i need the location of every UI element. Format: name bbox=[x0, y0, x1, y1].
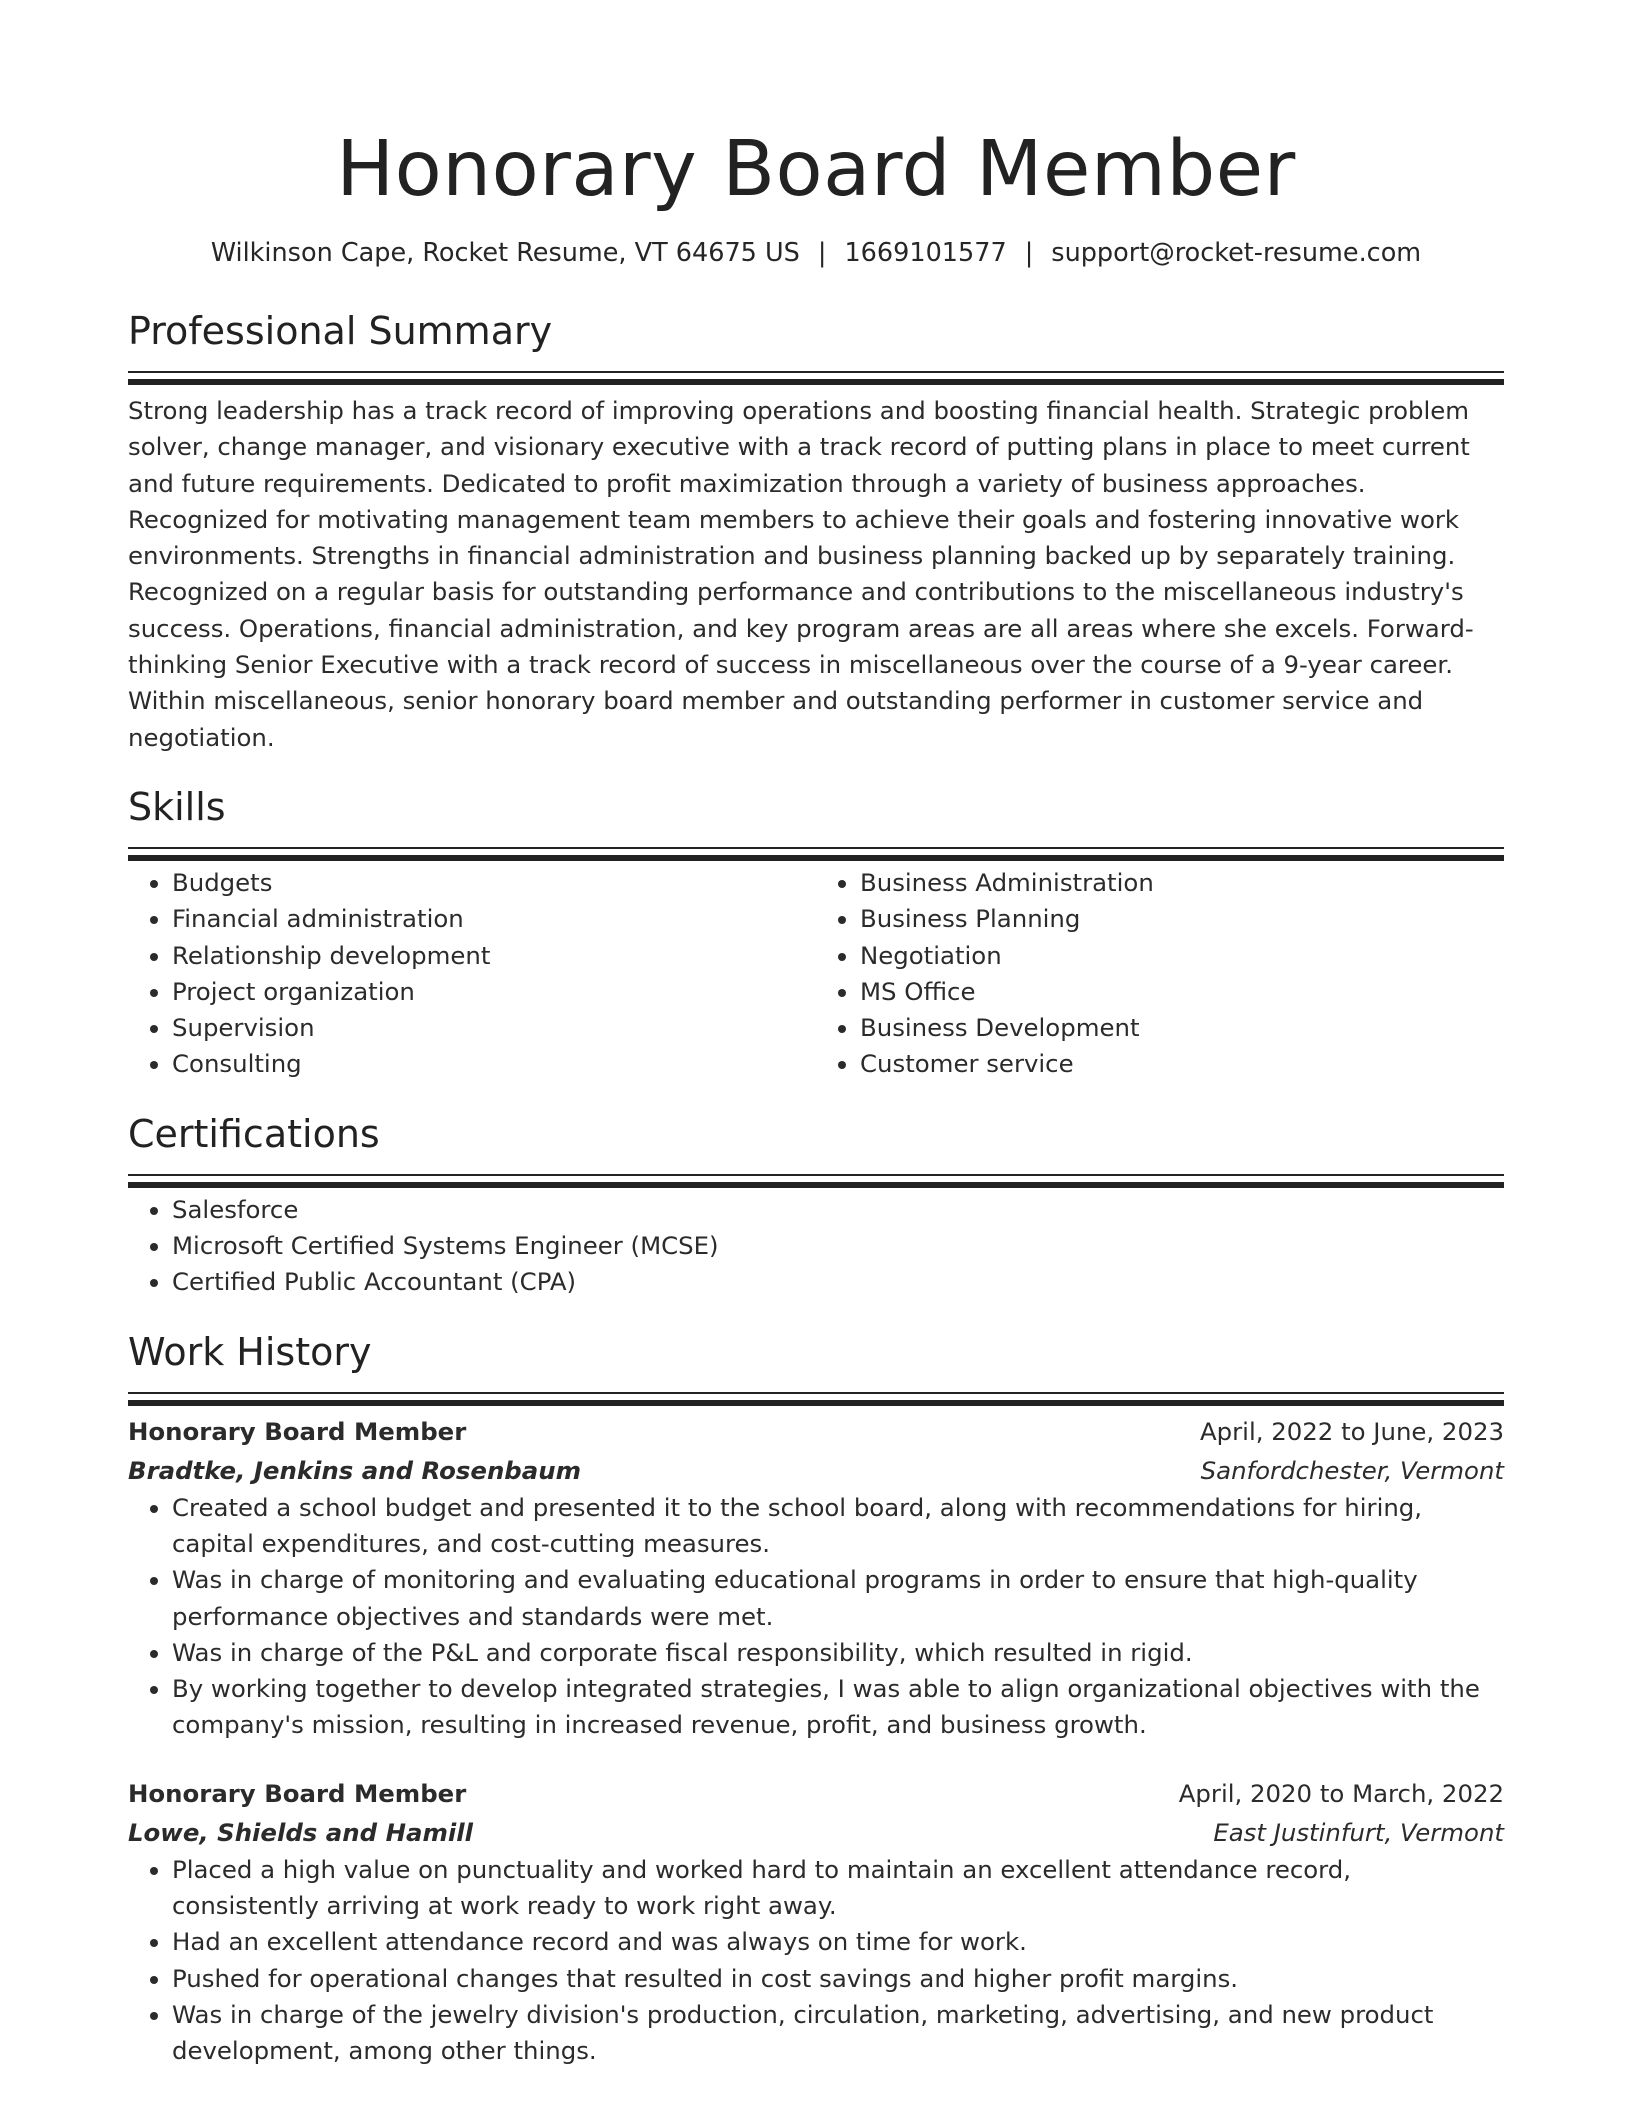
job-company: Lowe, Shields and Hamill bbox=[128, 1817, 473, 1847]
job-location: East Justinfurt, Vermont bbox=[1213, 1817, 1504, 1847]
contact-address: Wilkinson Cape, Rocket Resume, VT 64675 US bbox=[210, 238, 800, 268]
skill-item: • Supervision bbox=[172, 1010, 816, 1046]
job-title: Honorary Board Member bbox=[128, 1416, 467, 1446]
job-bullet: • Was in charge of the jewelry division's production, circulation, marketing, advertising, and new product development, among other things. bbox=[172, 1997, 1504, 2070]
job-bullet: • Was in charge of monitoring and evaluating educational programs in order to ensure that high-quality performance objectives and standards were met. bbox=[172, 1562, 1504, 1635]
job-bullets bbox=[128, 1852, 1504, 2070]
job-bullet: • Was in charge of the P&L and corporate fiscal responsibility, which resulted in rigid. bbox=[172, 1635, 1504, 1671]
skill-item: • Financial administration bbox=[172, 901, 816, 937]
skills-grid bbox=[128, 865, 1504, 1083]
job-header-row bbox=[128, 1774, 1504, 1813]
contact-separator: | bbox=[1024, 238, 1034, 268]
section-rule bbox=[128, 1174, 1504, 1176]
certification-item: • Microsoft Certified Systems Engineer (MCSE) bbox=[172, 1228, 1504, 1264]
contact-line bbox=[128, 236, 1504, 270]
job-entry bbox=[128, 1412, 1504, 1744]
skill-item: • MS Office bbox=[860, 974, 1504, 1010]
skill-item: • Budgets bbox=[172, 865, 816, 901]
contact-separator: | bbox=[817, 238, 827, 268]
skill-item: • Negotiation bbox=[860, 938, 1504, 974]
skills-column-right bbox=[816, 865, 1504, 1083]
job-bullet: • Placed a high value on punctuality and worked hard to maintain an excellent attendance record, consistently arriving at work ready to work right away. bbox=[172, 1852, 1504, 1925]
skill-item: • Consulting bbox=[172, 1046, 816, 1082]
skills-column-left bbox=[128, 865, 816, 1083]
section-rule bbox=[128, 847, 1504, 849]
job-company-row bbox=[128, 1451, 1504, 1490]
section-title-certifications: Certifications bbox=[128, 1111, 380, 1156]
certifications-list bbox=[128, 1192, 1504, 1301]
job-bullets bbox=[128, 1490, 1504, 1744]
section-title-skills: Skills bbox=[128, 784, 226, 829]
skill-item: • Project organization bbox=[172, 974, 816, 1010]
job-bullet: • Pushed for operational changes that resulted in cost savings and higher profit margins. bbox=[172, 1961, 1504, 1997]
skill-item: • Customer service bbox=[860, 1046, 1504, 1082]
summary-section bbox=[128, 306, 1504, 756]
work-history-section bbox=[128, 1327, 1504, 2070]
job-company: Bradtke, Jenkins and Rosenbaum bbox=[128, 1455, 582, 1485]
certification-item: • Certified Public Accountant (CPA) bbox=[172, 1264, 1504, 1300]
job-bullet: • Had an excellent attendance record and was always on time for work. bbox=[172, 1924, 1504, 1960]
skill-item: • Business Administration bbox=[860, 865, 1504, 901]
candidate-name: Honorary Board Member bbox=[336, 125, 1296, 214]
job-header-row bbox=[128, 1412, 1504, 1451]
skill-item: • Business Planning bbox=[860, 901, 1504, 937]
section-rule bbox=[128, 1392, 1504, 1394]
job-bullet: • By working together to develop integrated strategies, I was able to align organizational objectives with the company's mission, resulting in increased revenue, profit, and business growth. bbox=[172, 1671, 1504, 1744]
section-title-work-history: Work History bbox=[128, 1329, 372, 1374]
skill-item: • Relationship development bbox=[172, 938, 816, 974]
skill-item: • Business Development bbox=[860, 1010, 1504, 1046]
certification-item: • Salesforce bbox=[172, 1192, 1504, 1228]
contact-email[interactable]: support@rocket-resume.com bbox=[1051, 238, 1422, 268]
skills-section bbox=[128, 782, 1504, 1083]
job-dates: April, 2020 to March, 2022 bbox=[1178, 1778, 1504, 1808]
summary-text: Strong leadership has a track record of improving operations and boosting financial health. Strategic problem solver, change manager, and visionary executive with a track record of putting plans in place to meet current and future requirements. Dedicated to profit maximization through a variety of business approaches. Recognized for motivating management team members to achieve their goals and fostering innovative work environments. Strengths in financial administration and business planning backed up by separately training. Recognized on a regular basis for outstanding performance and contributions to the miscellaneous industry's success. Operations, financial administration, and key program areas are all areas where she excels. Forward-thinking Senior Executive with a track record of success in miscellaneous over the course of a 9-year career. Within miscellaneous, senior honorary board member and outstanding performer in customer service and negotiation. bbox=[128, 396, 1474, 752]
job-bullet: • Created a school budget and presented it to the school board, along with recommendations for hiring, capital expenditures, and cost-cutting measures. bbox=[172, 1490, 1504, 1563]
job-location: Sanfordchester, Vermont bbox=[1200, 1455, 1504, 1485]
job-dates: April, 2022 to June, 2023 bbox=[1199, 1416, 1504, 1446]
job-title: Honorary Board Member bbox=[128, 1778, 467, 1808]
job-company-row bbox=[128, 1813, 1504, 1852]
job-entry bbox=[128, 1774, 1504, 2070]
section-title-summary: Professional Summary bbox=[128, 309, 553, 353]
certifications-section bbox=[128, 1109, 1504, 1301]
section-rule bbox=[128, 371, 1504, 373]
contact-phone: 1669101577 bbox=[844, 238, 1007, 268]
